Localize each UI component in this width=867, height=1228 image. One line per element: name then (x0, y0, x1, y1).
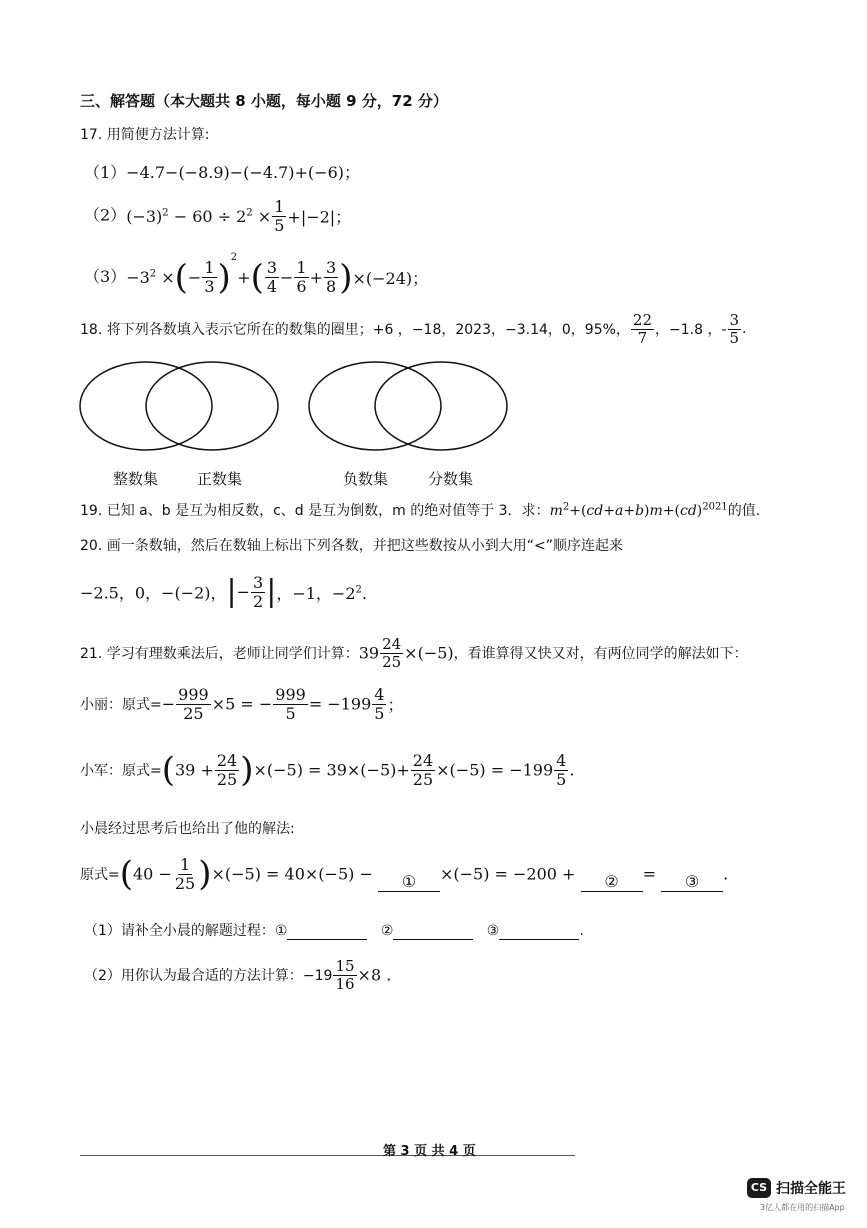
q17-part3: $(3)-3^2$ ×(− $\frac{1}{3}$ )$^2$+( $\frac{3}{4}$ − $\frac{1}{6}$ + $\frac{3}{8}$ )×(−24)； (84, 252, 429, 298)
label-fraction-set: 分数集 (428, 470, 474, 488)
answer-line-1[interactable] (287, 923, 367, 940)
venn-diagrams (0, 0, 867, 520)
q21-sub1: （1）请补全小晨的解题过程：① ② ③ . (84, 923, 584, 939)
answer-line-3[interactable] (499, 923, 579, 940)
q17-title: 17. 用简便方法计算: (80, 127, 210, 143)
blank-2[interactable]: ② (581, 872, 643, 892)
label-integer-set: 整数集 (113, 470, 159, 488)
q20-text: 20. 画一条数轴，然后在数轴上标出下列各数，并把这些数按从小到大用“<”顺序连起来 (80, 538, 623, 554)
q19-text: 19. 已知 a、b 是互为相反数，c、d 是互为倒数，m 的绝对值等于 3．求：$m^2+(cd+a+b)m+(cd)^{2021}$的值. (80, 501, 761, 519)
q18-text: 18. 将下列各数填入表示它所在的数集的圈里；+6 ，−18，2023，−3.14，0，95%， $\frac{22}{7}$ ，−1.8 ，- $\frac{3}{5}$ . (80, 311, 747, 347)
label-positive-set: 正数集 (197, 470, 243, 488)
xiaochen-solution: 原式=(40 − $\frac{1}{25}$ )×(−5) = 40×(−5) − ① ×(−5) = −200 + ② = ③ . (80, 854, 729, 895)
page-number: 第 3 页 共 4 页 (383, 1144, 476, 1159)
xiaojun-solution: 小军：原式=(39 + $\frac{24}{25}$ )×(−5) = 39×(−5)+ $\frac{24}{25}$ ×(−5) = −199 $\frac{4}{5}$ . (80, 750, 575, 791)
q21-sub2: （2）用你认为最合适的方法计算：−19 $\frac{15}{16}$ ×8 . (84, 957, 392, 993)
xiaoli-solution: 小丽：原式=− $\frac{999}{25}$ ×5 = − $\frac{999}{5}$ = −199 $\frac{4}{5}$ ； (80, 685, 404, 723)
camscanner-tagline: 3亿人都在用的扫描App (760, 1203, 845, 1212)
section-title: 三、解答题（本大题共 8 小题，每小题 9 分，72 分） (80, 92, 448, 110)
blank-1[interactable]: ① (378, 872, 440, 892)
xiaochen-intro: 小晨经过思考后也给出了他的解法: (80, 821, 295, 837)
blank-3[interactable]: ③ (661, 872, 723, 892)
label-negative-set: 负数集 (343, 470, 389, 488)
camscanner-logo: CS (747, 1178, 771, 1198)
q17-part2: $(2)(-3)^2 - 60 \div 2^2$ × $\frac{1}{5}$ +|−2|； (84, 197, 352, 235)
camscanner-name: 扫描全能王 (776, 1181, 846, 1197)
footer-rule (80, 1155, 575, 1156)
q21-text: 21. 学习有理数乘法后，老师让同学们计算：39 $\frac{24}{25}$ ×(−5)，看谁算得又快又对，有两位同学的解法如下： (80, 635, 748, 671)
q17-part1: （1）−4.7−(−8.9)−(−4.7)+(−6)； (84, 163, 360, 182)
q20-numbers: −2.5，0，−(−2)，|− $\frac{3}{2}$ |，−1，$-2^2$. (80, 573, 367, 611)
answer-line-2[interactable] (393, 923, 473, 940)
